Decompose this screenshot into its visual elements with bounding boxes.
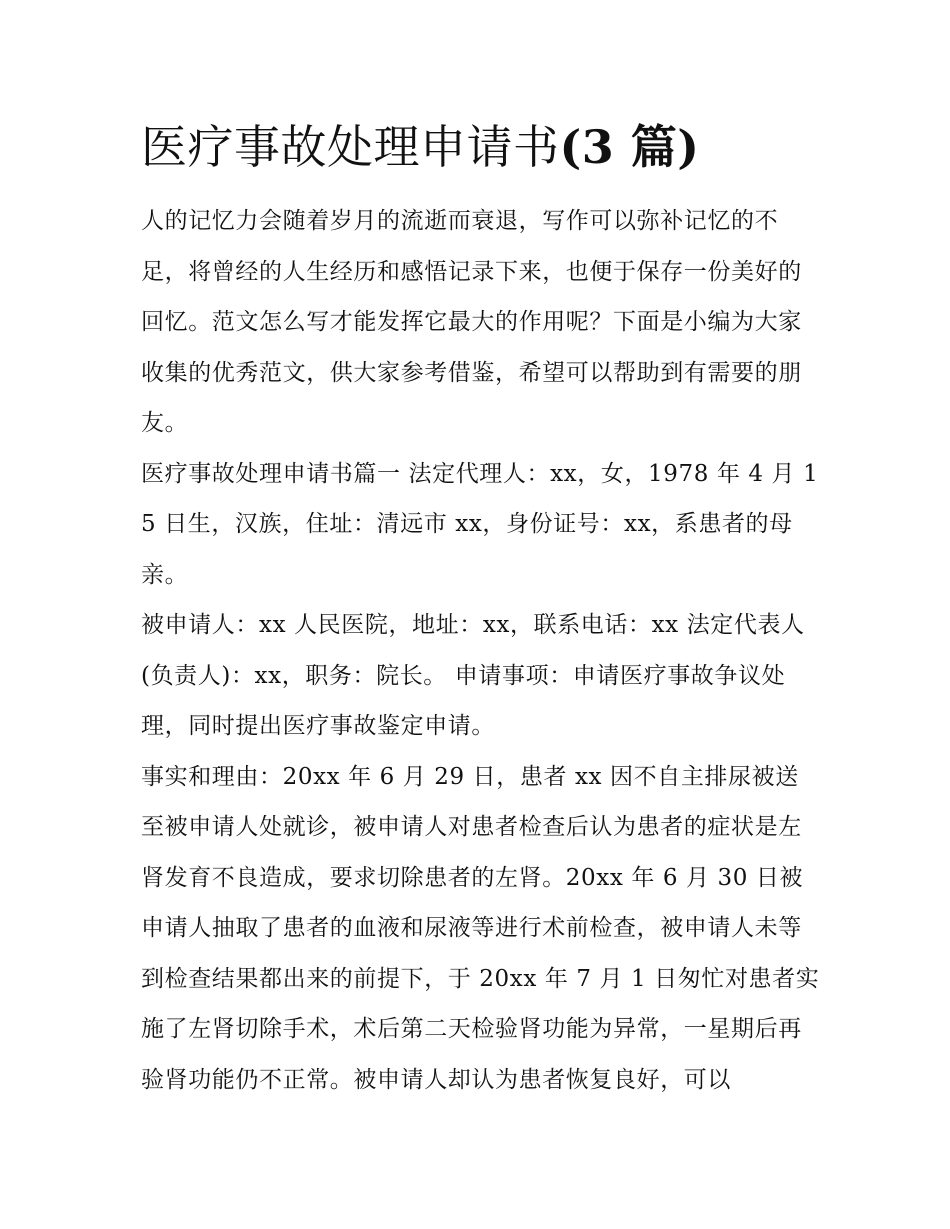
legal-representative-paragraph: 医疗事故处理申请书篇一 法定代理人：xx，女，1978 年 4 月 15 日生，汉族，住址：清远市 xx，身份证号：xx，系患者的母亲。 xyxy=(141,460,819,588)
facts-paragraph: 事实和理由：20xx 年 6 月 29 日，患者 xx 因不自主排尿被送至被申请人处就诊，被申请人对患者检查后认为患者的症状是左肾发育不良造成，要求切除患者的左肾。20xx 年 6 月 30 日被申请人抽取了患者的血液和尿液等进行术前检查，被申请人未等到检查结果都出来的前提下，于 20xx 年 7 月 1 日匆忙对患者实施了左肾切除手术，术后第二天检验肾功能为异常，一星期后再验肾功能仍不正常。被申请人却认为患者恢复良好，可以 xyxy=(141,763,820,1093)
title-main: 医疗事故处理申请书 xyxy=(141,120,560,174)
title-suffix: (3 篇) xyxy=(559,120,700,174)
document-title xyxy=(141,116,700,178)
document-body xyxy=(141,196,821,1105)
respondent-paragraph: 被申请人：xx 人民医院，地址：xx，联系电话：xx 法定代表人(负责人)：xx，职务：院长。 申请事项：申请医疗事故争议处理，同时提出医疗事故鉴定申请。 xyxy=(141,612,805,739)
intro-paragraph: 人的记忆力会随着岁月的流逝而衰退，写作可以弥补记忆的不足，将曾经的人生经历和感悟记录下来，也便于保存一份美好的回忆。范文怎么写才能发挥它最大的作用呢？下面是小编为大家收集的优秀范文，供大家参考借鉴，希望可以帮助到有需要的朋友。 xyxy=(141,208,802,436)
